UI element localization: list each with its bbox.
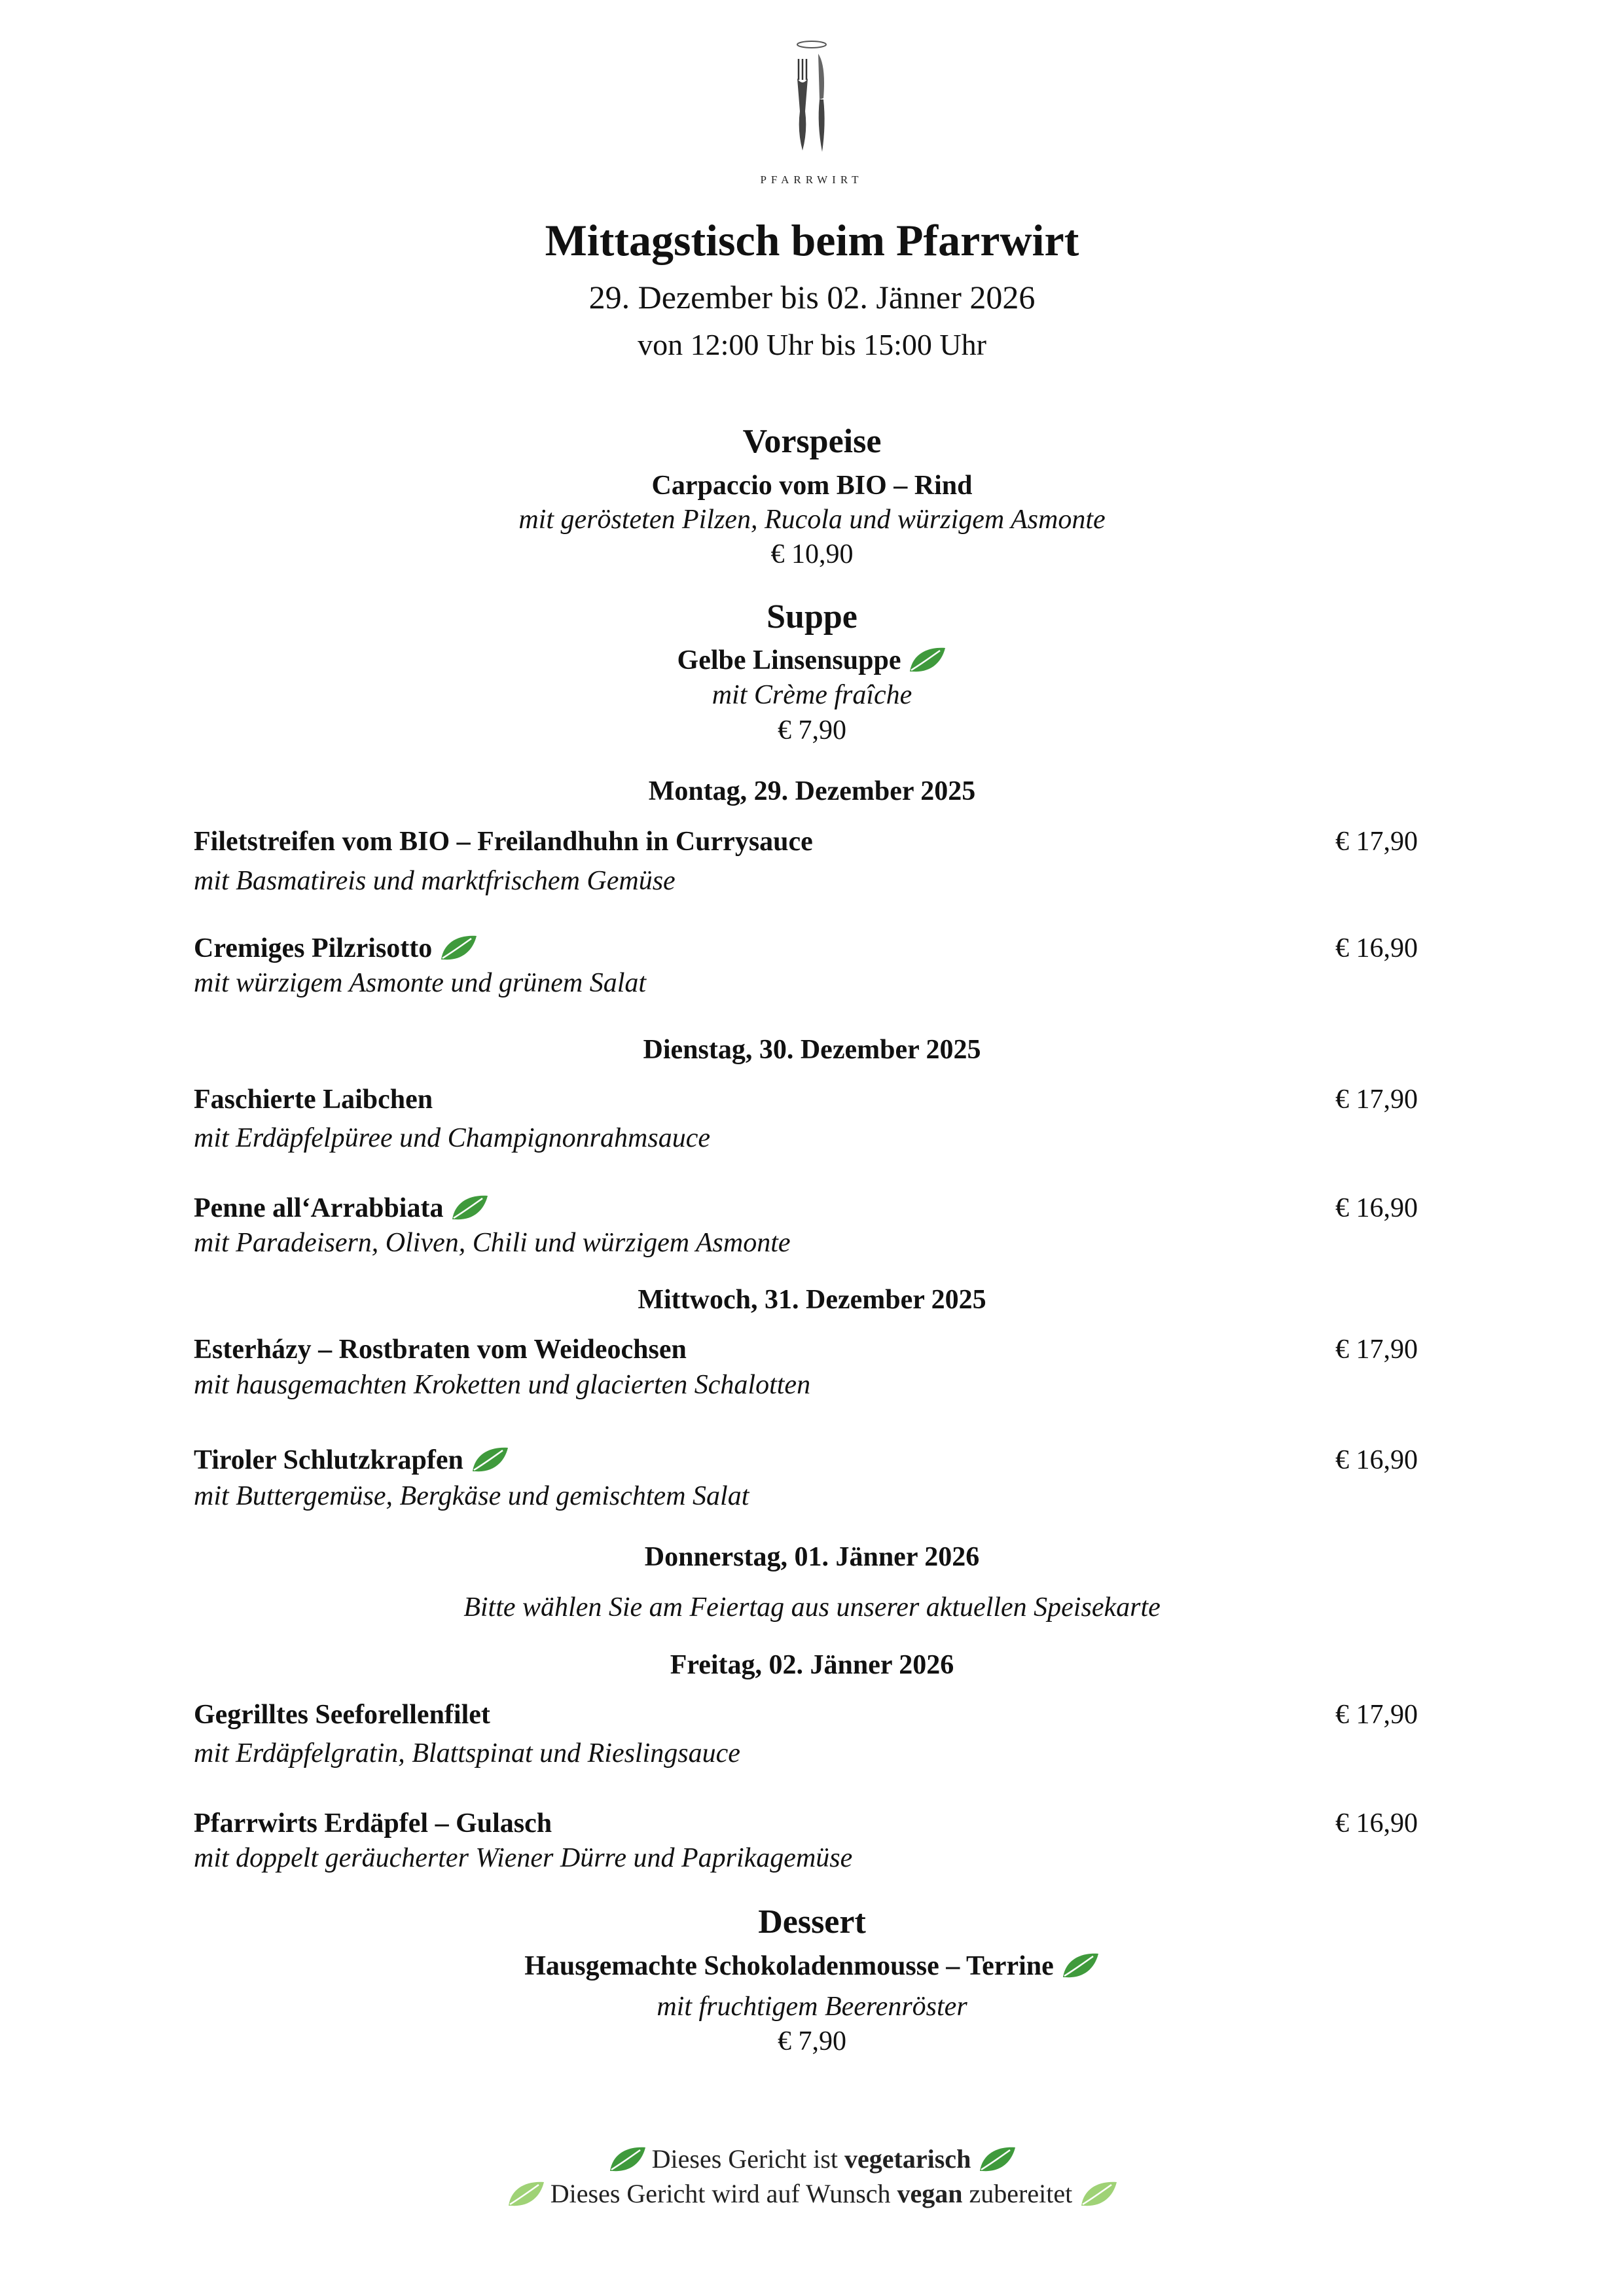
day-title: Montag, 29. Dezember 2025 — [648, 776, 976, 806]
dish-price: € 17,90 — [1335, 1335, 1418, 1365]
dessert-row — [0, 1950, 1624, 1982]
dish-name: Esterházy – Rostbraten vom Weideochsen — [194, 1335, 687, 1365]
soup-row — [0, 645, 1624, 676]
starter-price: € 10,90 — [770, 539, 854, 569]
starter-name: Carpaccio vom BIO – Rind — [651, 471, 973, 501]
soup-price: € 7,90 — [778, 715, 846, 745]
dish-name: Cremiges Pilzrisotto — [194, 933, 433, 963]
light-leaf-icon — [506, 2179, 545, 2208]
dish-price: € 16,90 — [1335, 1193, 1418, 1223]
page-title: Mittagstisch beim Pfarrwirt — [545, 215, 1079, 265]
leaf-icon — [470, 1445, 509, 1474]
dish-row — [194, 1444, 509, 1476]
starter-description: mit gerösteten Pilzen, Rucola und würzigem Asmonte — [518, 505, 1106, 535]
section-heading-suppe: Suppe — [767, 598, 857, 636]
legend-vegan — [0, 2178, 1624, 2209]
dish-description: mit Erdäpfelgratin, Blattspinat und Rieslingsauce — [194, 1738, 740, 1768]
dish-price: € 17,90 — [1335, 827, 1418, 857]
dish-name: Penne all‘Arrabbiata — [194, 1193, 444, 1223]
dish-name: Filetstreifen vom BIO – Freilandhuhn in Currysauce — [194, 827, 813, 857]
dish-description: mit doppelt geräucherter Wiener Dürre und Paprikagemüse — [194, 1843, 853, 1873]
dessert-price: € 7,90 — [778, 2026, 846, 2056]
section-heading-vorspeise: Vorspeise — [742, 423, 882, 460]
holiday-note: Bitte wählen Sie am Feiertag aus unserer aktuellen Speisekarte — [463, 1592, 1161, 1623]
light-leaf-icon — [1079, 2179, 1118, 2208]
leaf-icon — [977, 2145, 1017, 2174]
legend-text: Dieses Gericht wird auf Wunsch — [550, 2179, 891, 2208]
dish-price: € 16,90 — [1335, 1445, 1418, 1475]
dish-price: € 16,90 — [1335, 1808, 1418, 1839]
dish-description: mit Basmatireis und marktfrischem Gemüse — [194, 866, 676, 896]
day-title: Dienstag, 30. Dezember 2025 — [643, 1035, 981, 1065]
leaf-icon — [1060, 1951, 1100, 1980]
opening-hours: von 12:00 Uhr bis 15:00 Uhr — [638, 328, 986, 361]
legend-text: zubereitet — [969, 2179, 1073, 2208]
date-range: 29. Dezember bis 02. Jänner 2026 — [588, 279, 1036, 315]
dish-description: mit würzigem Asmonte und grünem Salat — [194, 968, 647, 998]
dish-description: mit Paradeisern, Oliven, Chili und würzigem Asmonte — [194, 1228, 791, 1258]
brand-name: PFARRWIRT — [760, 173, 863, 186]
dessert-name: Hausgemachte Schokoladenmousse – Terrine — [524, 1951, 1054, 1981]
dish-name: Tiroler Schlutzkrapfen — [194, 1445, 463, 1475]
leaf-icon — [450, 1193, 489, 1222]
dish-description: mit Erdäpfelpüree und Champignonrahmsauce — [194, 1123, 710, 1153]
dish-row — [194, 1193, 489, 1224]
leaf-icon — [907, 645, 947, 674]
dish-name: Gegrilltes Seeforellenfilet — [194, 1700, 490, 1730]
day-title: Donnerstag, 01. Jänner 2026 — [644, 1542, 980, 1572]
logo — [753, 39, 871, 190]
legend-vegetarian — [0, 2144, 1624, 2174]
legend-bold: vegan — [897, 2179, 963, 2208]
dish-description: mit Buttergemüse, Bergkäse und gemischtem Salat — [194, 1481, 749, 1511]
section-heading-dessert: Dessert — [758, 1903, 866, 1941]
fork-knife-icon — [785, 39, 838, 157]
dish-name: Pfarrwirts Erdäpfel – Gulasch — [194, 1808, 552, 1839]
day-title: Mittwoch, 31. Dezember 2025 — [638, 1285, 986, 1315]
dish-price: € 16,90 — [1335, 933, 1418, 963]
dish-row — [194, 933, 478, 964]
day-title: Freitag, 02. Jänner 2026 — [670, 1650, 954, 1680]
leaf-icon — [439, 933, 478, 962]
soup-name: Gelbe Linsensuppe — [677, 645, 901, 675]
dish-price: € 17,90 — [1335, 1700, 1418, 1730]
leaf-icon — [607, 2145, 647, 2174]
soup-description: mit Crème fraîche — [712, 680, 912, 710]
dessert-description: mit fruchtigem Beerenröster — [657, 1992, 967, 2022]
dish-description: mit hausgemachten Kroketten und glacierten Schalotten — [194, 1370, 811, 1400]
dish-name: Faschierte Laibchen — [194, 1085, 433, 1115]
dish-price: € 17,90 — [1335, 1085, 1418, 1115]
legend-text: Dieses Gericht ist — [651, 2144, 839, 2174]
legend-bold: vegetarisch — [844, 2144, 971, 2174]
